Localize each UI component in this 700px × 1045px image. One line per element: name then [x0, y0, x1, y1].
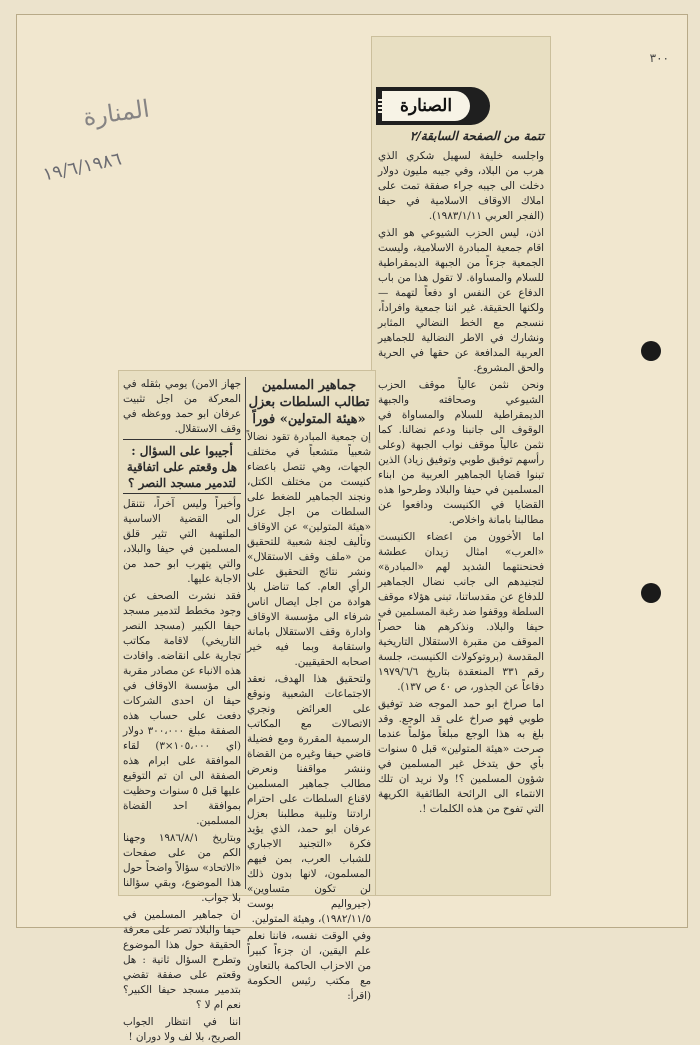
col1-paragraph: اما صراخ ابو حمد الموجه ضد توفيق طوبي فهو صراخ على قد الوجع. وقد بلغ به هذا الوجع مبلغاً مؤلماً عندما صرحت «هيئة المتولين» قبل ٥ سنوات بأي حق يتدخل غير المسلمين في شؤون المسلمين ؟! ولا نريد ان تلك الانتماء الى الرائحة الطائفية الكريهة التي تفوح من هذه الكلمات !.	[378, 698, 544, 815]
handwritten-date-note: ١٩/٦/١٩٨٦	[41, 148, 124, 186]
col1-paragraph: اذن، ليس الحزب الشيوعي هو الذي اقام جمعية المبادرة الاسلامية، وليست الجمعية جزءاً من الجبهة الديمقراطية للسلام والمساواة. لا تقول هذا من باب الدفاع عن النفس او دفعاً لتهمة — ولكنها الحقيقة. غير اننا جمعية وافراداً، ننسجم مع الخط النضالي المثابر ونشارك في الاطر النضالية للجماهير العربية المدافعة عن حقها في الحرية والحق المشروع.	[378, 227, 544, 374]
col2-paragraph: ولتحقيق هذا الهدف، نعقد الاجتماعات الشعبية ونوقع على العرائض ونجري الاتصالات مع المكاتب الرسمية المقررة ومع فضيلة قاضي حيفا وغيره من القضاة وننشر مواقفنا ونعرض مطالب جماهير المسلمين لاقناع السلطات على احترام ارادتنا وتلبية مطلبنا بعزل عرفان ابو حمد، الذي يؤيد فكرة «التجنيد الاجباري للشباب العرب، بمن فيهم المسلمون، لانها بدون ذلك لن تكون متساوين» (جيرواليم بوست ١٩٨٢/١١/٥)، وهيئة المتولين.	[247, 673, 371, 925]
masthead-title: الصنارة	[399, 96, 453, 116]
column-divider	[245, 377, 246, 889]
punch-hole-top	[641, 341, 661, 361]
col2-paragraph: وفي الوقت نفسه، فاننا نعلم علم اليقين، ان جزءاً كبيراً من الاحزاب الحاكمة بالتعاون مع مكتب رئيس الحكومة (اقرأ:	[247, 930, 371, 1002]
col3-top-text: جهاز الامن) يومي بثقله في المعركة من اجل تثبيت عرفان ابو حمد ووعظه في وقف الاستقلال.	[123, 378, 241, 435]
clipping-upper	[371, 36, 551, 896]
handwritten-source-note: المنارة	[81, 94, 152, 132]
col3-paragraph: وبتاريخ ١٩٨٦/٨/١ وجهنا الكم من على صفحات «الاتحاد» سؤالاً واضحاً حول هذا الموضوع، وبقي سؤالنا بلا جواب.	[123, 832, 241, 904]
col3-paragraph: اننا في انتظار الجواب الصريح، بلا لف ولا دوران !	[123, 1016, 241, 1043]
article-column-3	[123, 377, 241, 1043]
col3-paragraph: فقد نشرت الصحف عن وجود مخطط لتدمير مسجد حيفا الكبير (مسجد النصر التاريخي) لاقامة مكاتب تجارية على انقاضه. وافادت هذه الانباء عن مصادر مقربة الى مؤسسة الاوقاف في حيفا ان احدى الشركات دفعت على حساب هذه الصفقة مبلغ ٣٠٠،٠٠٠ دولار (اي ١٠٥،٠٠٠×٣) لقاء الموافقة على ابرام هذه الصفقة الى ان تم التوقيع عليها قبل ٥ سنوات وحظيت بموافقة احد القضاة المسلمين.	[123, 590, 241, 827]
col1-paragraph: ونحن نثمن عالياً موقف الحزب الشيوعي وصحافته والجبهة الديمقراطية للسلام والمساواة في الوقوف الى جانبنا ودعم نضالنا. كما نثمن عالياً موقف نواب الجبهة (وعلى رأسهم توفيق طوبي وتوفيق زياد) الذين تبنوا قضايا الجماهير العربية من ابناء المسلمين في حيفا والبلاد وطرحوا هذه القضايا في الكنيست ودافعوا عن مطالبنا بامانة واخلاص.	[378, 379, 544, 526]
punch-hole-bottom	[641, 583, 661, 603]
col2-paragraph: إن جمعية المبادرة تقود نضالاً شعبياً متشعباً في مختلف الجهات، وهي تتصل باعضاء كنيست من مختلف الكتل، ونجند الجماهير للضغط على السلطات من اجل عزل «هيئة المتولين» عن الاوقاف وتأليف لجنة شعبية للتحقيق من «ملف وقف الاستقلال» ونشر نتائج التحقيق على الرأي العام. كما تناضل بلا هوادة من اجل ايصال اناس شرفاء الى مؤسسة الاوقاف وادارة وقف الاستقلال بامانة واستقامة وبما فيه خير اصحابه الحقيقيين.	[247, 431, 371, 668]
page-folio-number: ٣٠٠	[649, 51, 669, 65]
col1-paragraph: واجلسه خليفة لسهيل شكري الذي هرب من البلاد، وفي جيبه مليون دولار دخلت الى جيبه جراء صفقة تمت على املاك الاوقاف الاسلامية في حيفا (الفجر العربي ١٩٨٣/١/١١).	[378, 150, 544, 222]
col3-headline: أجيبوا على السؤال : هل وقعتم على اتفاقية لتدمير مسجد النصر ؟	[126, 444, 238, 490]
headline-rule	[123, 439, 241, 440]
article-column-2	[247, 377, 371, 1002]
col3-paragraph: وأخيراً وليس آخراً، نتنقل الى القضية الاساسية الملتهبة التي تثير قلق المسلمين في حيفا والبلاد، والتي يتهرب ابو حمد من الاجابة عليها.	[123, 498, 241, 585]
col3-paragraph: ان جماهير المسلمين في حيفا والبلاد تصر على معرفة الحقيقة حول هذا الموضوع وتطرح السؤال ثانية : هل وقعتم على صفقة تقضي بتدمير مسجد حيفا الكبير؟ نعم ام لا ؟	[123, 909, 241, 1011]
clipping-lower	[118, 370, 376, 1043]
article-column-1	[378, 149, 544, 889]
col2-headline: جماهير المسلمين تطالب السلطات بعزل «هيئة المتولين» فوراً	[248, 378, 370, 427]
col1-paragraph: اما الأخوون من اعضاء الكنيست «العرب» امثال زيدان عطشة فحنحنتهما الشديد لهم «المبادرة» لتجنيدهم الى جانب نضال الجماهير للدفاع عن مقدساتنا، تبنى هؤلاء موقف السلطة ووقفوا ضد رغبة المسلمين في حيفا والبلاد. ونذكرهم هنا حصراً الموقف من مقبرة الاستقلال التاريخية المقدسة (بروتوكولات الكنيست، جلسة رقم ٣٣١ المنعقدة بتاريخ ١٩٧٩/٦/٦ دفاعاً عن الجذور، ص ٤٠ ص ١٣٧).	[378, 531, 544, 693]
continuation-note: تتمة من الصفحة السابقة/٢	[409, 129, 544, 143]
headline-rule	[123, 493, 241, 494]
newspaper-masthead	[376, 87, 490, 125]
